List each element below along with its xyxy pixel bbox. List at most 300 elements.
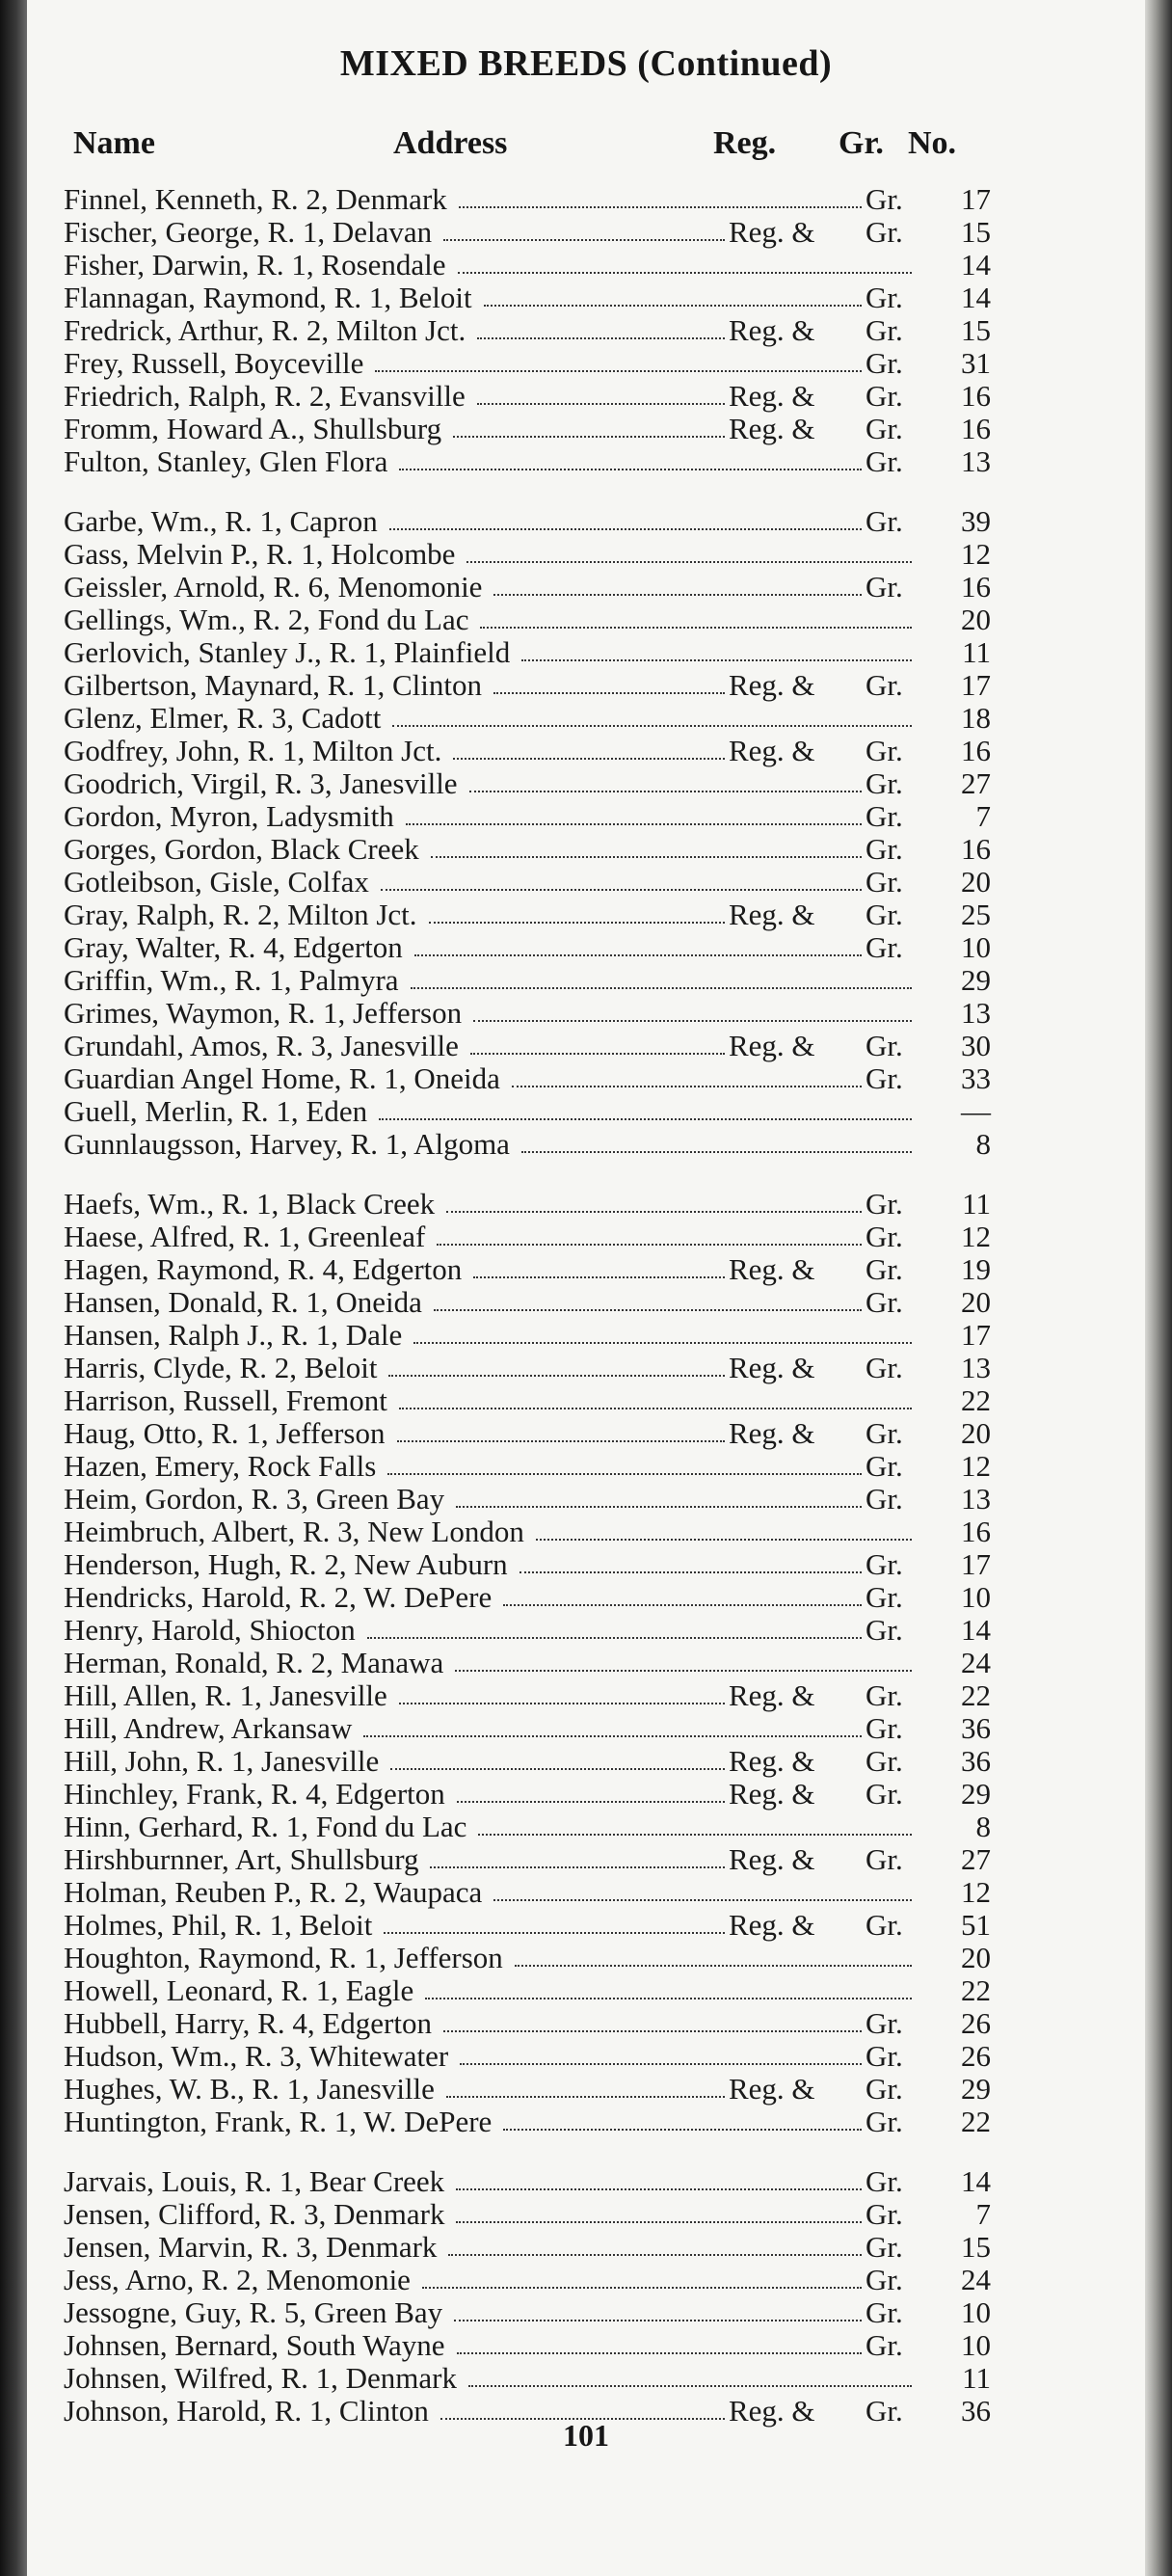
entry-gr: Gr. <box>866 379 903 413</box>
page-number: 101 <box>563 2418 609 2453</box>
entry-gr: Gr. <box>866 865 903 899</box>
dot-leader <box>473 1020 912 1022</box>
entry-number: 20 <box>961 1416 991 1450</box>
list-item <box>64 571 1008 604</box>
dot-leader <box>367 1637 862 1639</box>
entry-number: 13 <box>961 1482 991 1516</box>
dot-leader <box>413 1342 912 1344</box>
dot-leader <box>453 758 725 760</box>
entry-gr: Gr. <box>866 898 903 931</box>
dot-leader <box>503 2129 862 2131</box>
entry-number: 17 <box>961 1318 991 1352</box>
dot-leader <box>480 627 912 629</box>
entry-number: 16 <box>961 570 991 604</box>
list-item <box>64 1843 1008 1876</box>
entry-number: 15 <box>961 2230 991 2264</box>
entry-number: 26 <box>961 2006 991 2040</box>
dot-leader <box>397 1440 725 1442</box>
entry-number: 10 <box>961 2328 991 2362</box>
list-item <box>64 964 1008 997</box>
entry-reg: Reg. & <box>729 2072 815 2106</box>
entry-name-address: Frey, Russell, Boyceville <box>64 346 364 380</box>
list-item <box>64 1062 1008 1095</box>
entry-name-address: Guardian Angel Home, R. 1, Oneida <box>64 1061 500 1095</box>
entry-name-address: Hagen, Raymond, R. 4, Edgerton <box>64 1252 463 1286</box>
entry-gr: Gr. <box>866 570 903 604</box>
list-item <box>64 1712 1008 1745</box>
group-spacer <box>64 2138 1008 2165</box>
entry-name-address: Grundahl, Amos, R. 3, Janesville <box>64 1029 459 1062</box>
entry-gr: Gr. <box>866 2105 903 2138</box>
list-item <box>64 2073 1008 2106</box>
entry-reg: Reg. & <box>729 1842 815 1876</box>
entry-number: 20 <box>961 1941 991 1974</box>
list-item <box>64 2007 1008 2040</box>
book-spine-shadow <box>0 0 27 2576</box>
entry-reg: Reg. & <box>729 1029 815 1062</box>
entry-gr: Gr. <box>866 2328 903 2362</box>
list-item <box>64 767 1008 800</box>
dot-leader <box>388 1375 725 1377</box>
entry-number: 31 <box>961 346 991 380</box>
entry-reg: Reg. & <box>729 215 815 249</box>
entry-name-address: Jensen, Marvin, R. 3, Denmark <box>64 2230 438 2264</box>
entry-name-address: Hudson, Wm., R. 3, Whitewater <box>64 2039 449 2073</box>
entry-number: 27 <box>961 1842 991 1876</box>
dot-leader <box>457 1801 725 1803</box>
list-item <box>64 1352 1008 1384</box>
entry-name-address: Hinn, Gerhard, R. 1, Fond du Lac <box>64 1810 467 1843</box>
list-item <box>64 1128 1008 1161</box>
dot-leader <box>379 1118 912 1120</box>
entry-gr: Gr. <box>866 766 903 800</box>
entry-gr: Gr. <box>866 2006 903 2040</box>
list-item <box>64 2198 1008 2231</box>
dot-leader <box>406 823 862 825</box>
entry-name-address: Jess, Arno, R. 2, Menomonie <box>64 2263 411 2296</box>
entry-number: 36 <box>961 1744 991 1778</box>
entry-name-address: Hinchley, Frank, R. 4, Edgerton <box>64 1777 445 1811</box>
entry-gr: Gr. <box>866 799 903 833</box>
dot-leader <box>459 206 862 208</box>
entry-number: 29 <box>961 963 991 997</box>
column-header-name: Name <box>73 125 155 161</box>
list-item <box>64 1384 1008 1417</box>
list-item <box>64 1974 1008 2007</box>
dot-leader <box>446 2096 725 2098</box>
entry-number: 36 <box>961 2394 991 2428</box>
dot-leader <box>468 2385 912 2387</box>
entry-gr: Gr. <box>866 832 903 866</box>
list-item <box>64 413 1008 445</box>
entry-name-address: Johnsen, Bernard, South Wayne <box>64 2328 445 2362</box>
entry-number: 22 <box>961 1383 991 1417</box>
list-item <box>64 282 1008 314</box>
entry-number: 14 <box>961 281 991 314</box>
entry-number: 12 <box>961 1449 991 1483</box>
entry-number: 33 <box>961 1061 991 1095</box>
list-item <box>64 636 1008 669</box>
list-item <box>64 1942 1008 1974</box>
list-item <box>64 216 1008 249</box>
entry-number: 39 <box>961 504 991 538</box>
dot-leader <box>414 954 862 956</box>
dot-leader <box>434 1309 862 1311</box>
list-item <box>64 1679 1008 1712</box>
entry-number: — <box>961 1094 991 1128</box>
entry-gr: Gr. <box>866 930 903 964</box>
entry-gr: Gr. <box>866 2197 903 2231</box>
entry-number: 8 <box>975 1127 991 1161</box>
entry-gr: Gr. <box>866 182 903 216</box>
entry-reg: Reg. & <box>729 734 815 767</box>
list-item <box>64 866 1008 899</box>
entry-reg: Reg. & <box>729 668 815 702</box>
dot-leader <box>422 2287 862 2289</box>
entry-gr: Gr. <box>866 1482 903 1516</box>
dot-leader <box>425 1998 912 1999</box>
entry-number: 30 <box>961 1029 991 1062</box>
list-item <box>64 604 1008 636</box>
entry-gr: Gr. <box>866 2394 903 2428</box>
entry-name-address: Fischer, George, R. 1, Delavan <box>64 215 433 249</box>
list-item <box>64 1319 1008 1352</box>
dot-leader <box>381 889 862 891</box>
list-item <box>64 1778 1008 1811</box>
list-item <box>64 1286 1008 1319</box>
dot-leader <box>430 1866 725 1868</box>
entry-name-address: Gunnlaugsson, Harvey, R. 1, Algoma <box>64 1127 510 1161</box>
entry-gr: Gr. <box>866 1777 903 1811</box>
entry-gr: Gr. <box>866 1061 903 1095</box>
dot-leader <box>521 659 912 661</box>
entry-name-address: Gerlovich, Stanley J., R. 1, Plainfield <box>64 635 511 669</box>
entry-gr: Gr. <box>866 734 903 767</box>
entry-name-address: Grimes, Waymon, R. 1, Jefferson <box>64 996 463 1030</box>
list-item <box>64 2296 1008 2329</box>
list-item <box>64 1614 1008 1647</box>
entry-name-address: Finnel, Kenneth, R. 2, Denmark <box>64 182 447 216</box>
list-item <box>64 833 1008 866</box>
dot-leader <box>363 1735 862 1737</box>
entry-number: 10 <box>961 2295 991 2329</box>
dot-leader <box>477 403 725 405</box>
entry-gr: Gr. <box>866 346 903 380</box>
entry-name-address: Hendricks, Harold, R. 2, W. DePere <box>64 1580 493 1614</box>
entry-gr: Gr. <box>866 313 903 347</box>
dot-leader <box>453 436 725 438</box>
entry-reg: Reg. & <box>729 1252 815 1286</box>
breeder-list <box>64 183 1008 2428</box>
entry-name-address: Fulton, Stanley, Glen Flora <box>64 444 388 478</box>
entry-reg: Reg. & <box>729 412 815 445</box>
entry-name-address: Godfrey, John, R. 1, Milton Jct. <box>64 734 442 767</box>
entry-number: 12 <box>961 1220 991 1253</box>
entry-number: 13 <box>961 996 991 1030</box>
entry-number: 15 <box>961 313 991 347</box>
entry-name-address: Garbe, Wm., R. 1, Capron <box>64 504 378 538</box>
entry-reg: Reg. & <box>729 313 815 347</box>
entry-name-address: Jensen, Clifford, R. 3, Denmark <box>64 2197 445 2231</box>
entry-gr: Gr. <box>866 1908 903 1942</box>
entry-gr: Gr. <box>866 1187 903 1221</box>
list-item <box>64 380 1008 413</box>
entry-gr: Gr. <box>866 1351 903 1384</box>
entry-name-address: Jarvais, Louis, R. 1, Bear Creek <box>64 2164 445 2198</box>
list-item <box>64 2362 1008 2395</box>
entry-number: 14 <box>961 1613 991 1647</box>
list-item <box>64 800 1008 833</box>
entry-reg: Reg. & <box>729 1678 815 1712</box>
entry-name-address: Johnsen, Wilfred, R. 1, Denmark <box>64 2361 457 2395</box>
dot-leader <box>389 528 862 530</box>
group-spacer <box>64 1161 1008 1188</box>
entry-gr: Gr. <box>866 1547 903 1581</box>
dot-leader <box>458 272 912 274</box>
entry-number: 26 <box>961 2039 991 2073</box>
dot-leader <box>399 1703 725 1704</box>
dot-leader <box>399 1408 912 1409</box>
entry-gr: Gr. <box>866 2164 903 2198</box>
list-item <box>64 347 1008 380</box>
entry-gr: Gr. <box>866 1029 903 1062</box>
entry-reg: Reg. & <box>729 1908 815 1942</box>
dot-leader <box>448 2254 862 2256</box>
entry-reg: Reg. & <box>729 1777 815 1811</box>
entry-number: 29 <box>961 2072 991 2106</box>
entry-number: 18 <box>961 701 991 735</box>
list-item <box>64 1095 1008 1128</box>
list-item <box>64 1745 1008 1778</box>
list-item <box>64 931 1008 964</box>
entry-gr: Gr. <box>866 2230 903 2264</box>
entry-number: 17 <box>961 668 991 702</box>
dot-leader <box>456 2221 862 2223</box>
entry-gr: Gr. <box>866 281 903 314</box>
entry-name-address: Holmes, Phil, R. 1, Beloit <box>64 1908 373 1942</box>
list-item <box>64 1876 1008 1909</box>
entry-name-address: Haefs, Wm., R. 1, Black Creek <box>64 1187 436 1221</box>
entry-name-address: Fromm, Howard A., Shullsburg <box>64 412 442 445</box>
entry-number: 16 <box>961 734 991 767</box>
entry-number: 16 <box>961 1515 991 1548</box>
entry-number: 19 <box>961 1252 991 1286</box>
dot-leader <box>456 1506 862 1508</box>
list-item <box>64 735 1008 767</box>
list-item <box>64 2264 1008 2296</box>
entry-number: 13 <box>961 444 991 478</box>
entry-name-address: Flannagan, Raymond, R. 1, Beloit <box>64 281 472 314</box>
entry-name-address: Hughes, W. B., R. 1, Janesville <box>64 2072 435 2106</box>
entry-name-address: Gray, Walter, R. 4, Edgerton <box>64 930 403 964</box>
list-item <box>64 2165 1008 2198</box>
column-header-address: Address <box>393 125 508 161</box>
entry-name-address: Hirshburnner, Art, Shullsburg <box>64 1842 419 1876</box>
dot-leader <box>477 337 725 339</box>
list-item <box>64 1188 1008 1221</box>
entry-gr: Gr. <box>866 412 903 445</box>
dot-leader <box>484 305 862 307</box>
entry-name-address: Friedrich, Ralph, R. 2, Evansville <box>64 379 466 413</box>
dot-leader <box>457 2352 862 2354</box>
entry-name-address: Heimbruch, Albert, R. 3, New London <box>64 1515 524 1548</box>
entry-number: 22 <box>961 2105 991 2138</box>
dot-leader <box>399 469 862 470</box>
entry-name-address: Goodrich, Virgil, R. 3, Janesville <box>64 766 458 800</box>
entry-name-address: Jessogne, Guy, R. 5, Green Bay <box>64 2295 443 2329</box>
entry-gr: Gr. <box>866 1580 903 1614</box>
entry-number: 8 <box>975 1810 991 1843</box>
entry-gr: Gr. <box>866 1744 903 1778</box>
entry-number: 14 <box>961 2164 991 2198</box>
entry-number: 20 <box>961 865 991 899</box>
entry-name-address: Howell, Leonard, R. 1, Eagle <box>64 1973 414 2007</box>
entry-number: 29 <box>961 1777 991 1811</box>
dot-leader <box>443 239 725 241</box>
entry-name-address: Gray, Ralph, R. 2, Milton Jct. <box>64 898 417 931</box>
dot-leader <box>515 1965 912 1967</box>
entry-number: 10 <box>961 1580 991 1614</box>
dot-leader <box>455 1670 912 1672</box>
list-item <box>64 2106 1008 2138</box>
entry-gr: Gr. <box>866 215 903 249</box>
entry-number: 11 <box>962 2361 991 2395</box>
dot-leader <box>384 1932 725 1934</box>
list-item <box>64 1030 1008 1062</box>
entry-name-address: Hill, John, R. 1, Janesville <box>64 1744 380 1778</box>
list-item <box>64 2040 1008 2073</box>
page-edge-shadow <box>1145 0 1172 2576</box>
list-item <box>64 445 1008 478</box>
list-item <box>64 2231 1008 2264</box>
entry-gr: Gr. <box>866 2039 903 2073</box>
entry-name-address: Johnson, Harold, R. 1, Clinton <box>64 2394 429 2428</box>
entry-name-address: Herman, Ronald, R. 2, Manawa <box>64 1646 444 1679</box>
entry-number: 24 <box>961 1646 991 1679</box>
dot-leader <box>466 561 912 563</box>
entry-name-address: Hazen, Emery, Rock Falls <box>64 1449 377 1483</box>
list-item <box>64 505 1008 538</box>
dot-leader <box>493 692 725 694</box>
entry-number: 15 <box>961 215 991 249</box>
entry-name-address: Haese, Alfred, R. 1, Greenleaf <box>64 1220 426 1253</box>
list-item <box>64 1647 1008 1679</box>
dot-leader <box>431 856 862 858</box>
entry-reg: Reg. & <box>729 1744 815 1778</box>
list-item <box>64 1253 1008 1286</box>
entry-name-address: Haug, Otto, R. 1, Jefferson <box>64 1416 386 1450</box>
entry-gr: Gr. <box>866 504 903 538</box>
entry-gr: Gr. <box>866 2072 903 2106</box>
entry-number: 24 <box>961 2263 991 2296</box>
entry-name-address: Gellings, Wm., R. 2, Fond du Lac <box>64 603 469 636</box>
entry-number: 36 <box>961 1711 991 1745</box>
entry-number: 20 <box>961 1285 991 1319</box>
entry-name-address: Gordon, Myron, Ladysmith <box>64 799 394 833</box>
dot-leader <box>460 2063 862 2065</box>
entry-number: 7 <box>975 2197 991 2231</box>
dot-leader <box>443 2030 862 2032</box>
dot-leader <box>456 2188 862 2190</box>
entry-name-address: Fisher, Darwin, R. 1, Rosendale <box>64 248 446 282</box>
list-item <box>64 1909 1008 1942</box>
dot-leader <box>536 1539 912 1541</box>
dot-leader <box>387 1473 862 1475</box>
dot-leader <box>519 1571 862 1573</box>
list-item <box>64 1811 1008 1843</box>
dot-leader <box>437 1244 862 1246</box>
entry-number: 16 <box>961 412 991 445</box>
column-header-no: No. <box>908 125 957 161</box>
group-spacer <box>64 478 1008 505</box>
entry-number: 13 <box>961 1351 991 1384</box>
entry-number: 17 <box>961 182 991 216</box>
list-item <box>64 249 1008 282</box>
dot-leader <box>454 2320 862 2321</box>
entry-name-address: Glenz, Elmer, R. 3, Cadott <box>64 701 382 735</box>
entry-gr: Gr. <box>866 1449 903 1483</box>
entry-number: 12 <box>961 1875 991 1909</box>
entry-gr: Gr. <box>866 668 903 702</box>
entry-reg: Reg. & <box>729 379 815 413</box>
dot-leader <box>512 1086 862 1087</box>
list-item <box>64 1516 1008 1548</box>
entry-name-address: Hansen, Donald, R. 1, Oneida <box>64 1285 422 1319</box>
dot-leader <box>429 922 725 924</box>
entry-name-address: Geissler, Arnold, R. 6, Menomonie <box>64 570 483 604</box>
list-item <box>64 1221 1008 1253</box>
entry-name-address: Griffin, Wm., R. 1, Palmyra <box>64 963 399 997</box>
dot-leader <box>493 1899 912 1901</box>
entry-name-address: Hubbell, Harry, R. 4, Edgerton <box>64 2006 432 2040</box>
entry-name-address: Huntington, Frank, R. 1, W. DePere <box>64 2105 493 2138</box>
entry-name-address: Guell, Merlin, R. 1, Eden <box>64 1094 368 1128</box>
entry-number: 7 <box>975 799 991 833</box>
entry-gr: Gr. <box>866 1842 903 1876</box>
list-item <box>64 183 1008 216</box>
dot-leader <box>478 1834 912 1836</box>
list-item <box>64 1581 1008 1614</box>
entry-gr: Gr. <box>866 1220 903 1253</box>
entry-number: 17 <box>961 1547 991 1581</box>
dot-leader <box>469 791 862 792</box>
list-item <box>64 702 1008 735</box>
dot-leader <box>392 725 912 727</box>
entry-name-address: Gorges, Gordon, Black Creek <box>64 832 419 866</box>
dot-leader <box>493 594 862 596</box>
column-header-gr: Gr. <box>839 125 884 161</box>
page-title: MIXED BREEDS (Continued) <box>339 43 833 84</box>
list-item <box>64 1417 1008 1450</box>
entry-number: 25 <box>961 898 991 931</box>
dot-leader <box>411 987 912 989</box>
entry-name-address: Hill, Allen, R. 1, Janesville <box>64 1678 387 1712</box>
entry-number: 20 <box>961 603 991 636</box>
entry-number: 22 <box>961 1678 991 1712</box>
entry-number: 27 <box>961 766 991 800</box>
entry-reg: Reg. & <box>729 1416 815 1450</box>
entry-gr: Gr. <box>866 2295 903 2329</box>
entry-reg: Reg. & <box>729 898 815 931</box>
column-header-reg: Reg. <box>713 125 777 161</box>
entry-number: 11 <box>962 1187 991 1221</box>
entry-gr: Gr. <box>866 1252 903 1286</box>
entry-name-address: Gass, Melvin P., R. 1, Holcombe <box>64 537 456 571</box>
entry-number: 16 <box>961 832 991 866</box>
entry-number: 16 <box>961 379 991 413</box>
list-item <box>64 314 1008 347</box>
entry-name-address: Houghton, Raymond, R. 1, Jefferson <box>64 1941 503 1974</box>
